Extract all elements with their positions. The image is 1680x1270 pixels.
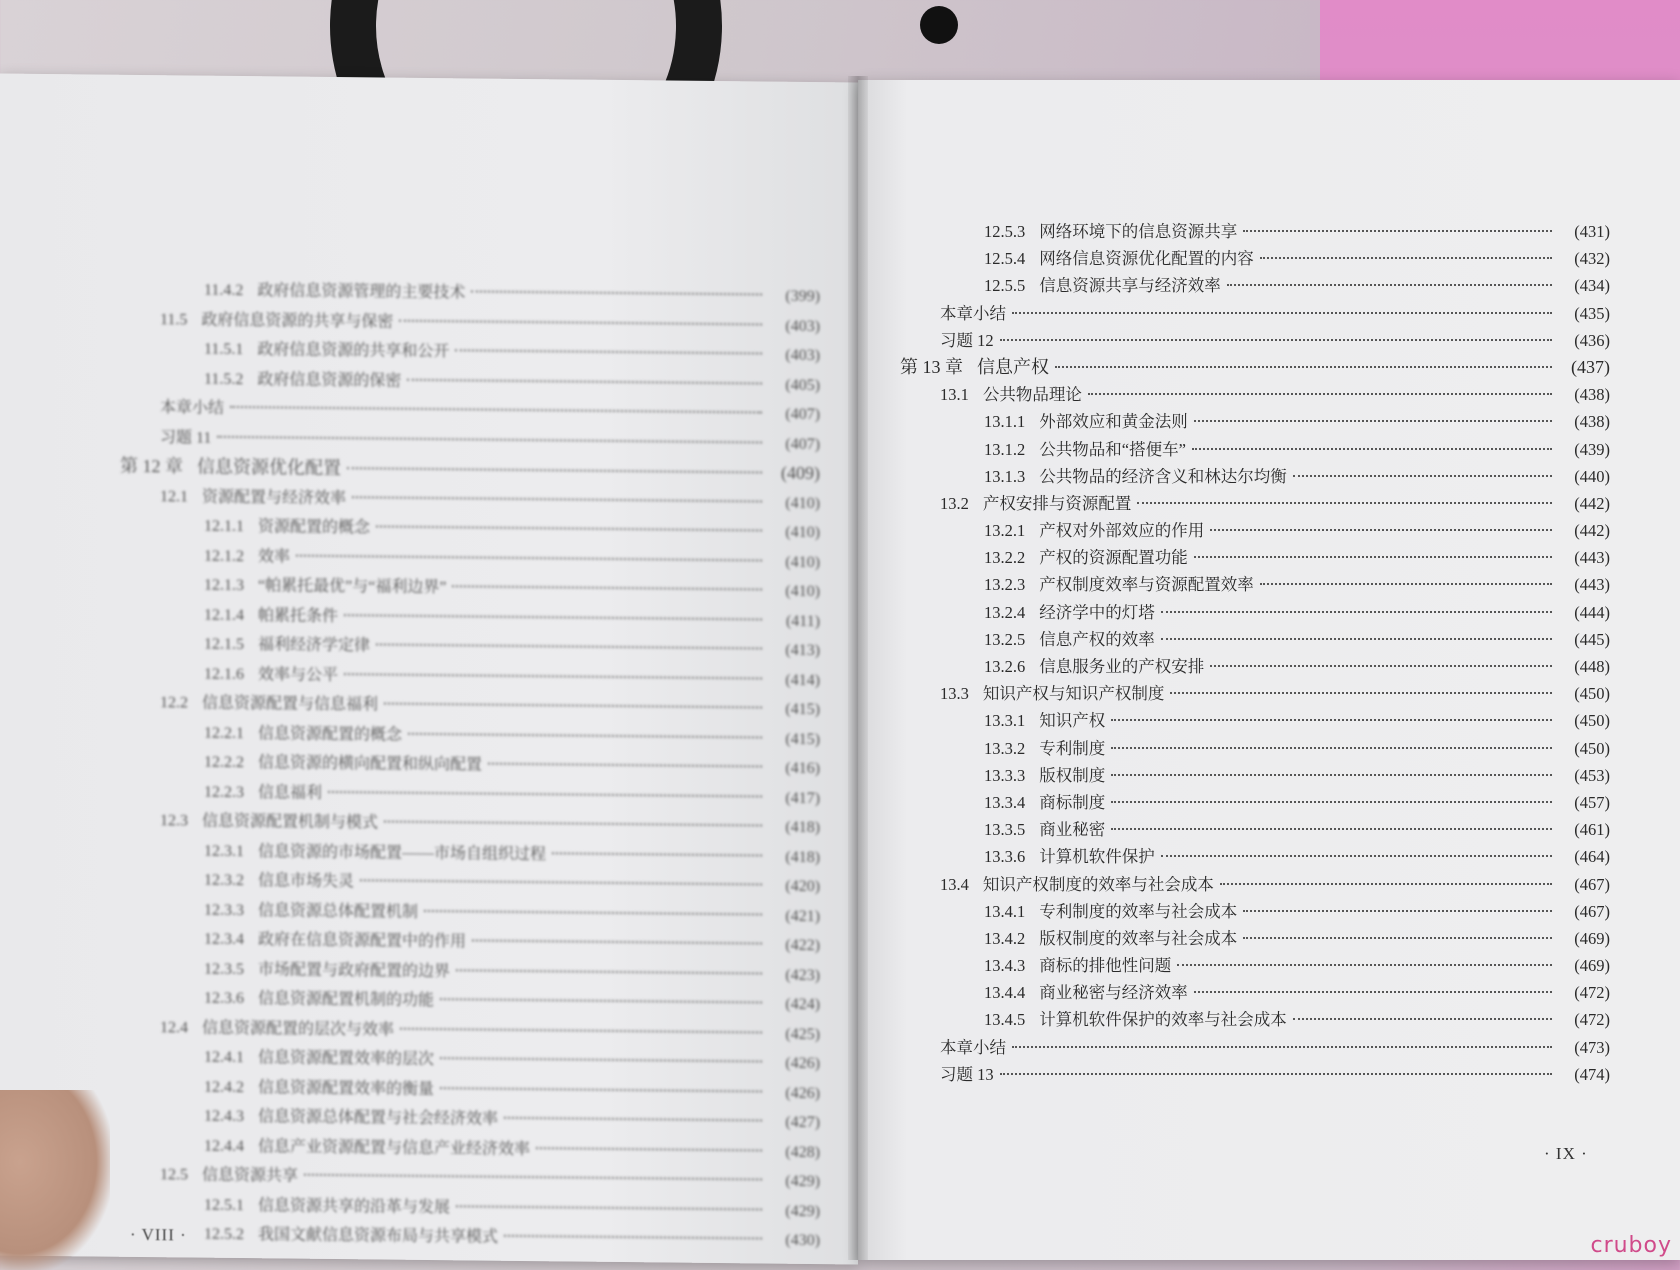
toc-title: 信息资源配置机制与模式	[202, 812, 379, 832]
toc-page-number: (437)	[1571, 356, 1610, 377]
toc-title: 信息资源共享	[202, 1166, 299, 1185]
toc-page-number: (443)	[1574, 548, 1610, 568]
toc-number: 13.2.1	[984, 521, 1026, 541]
toc-entry	[900, 571, 1610, 598]
toc-title: 习题 13	[940, 1064, 994, 1084]
toc-number: 12.5.1	[204, 1196, 244, 1214]
toc-title: 信息资源配置的层次与效率	[202, 1019, 395, 1039]
toc-number: 12.5.5	[984, 276, 1026, 296]
toc-entry	[900, 871, 1610, 898]
toc-page-number: (415)	[785, 730, 820, 748]
toc-title: 政府信息资源的保密	[257, 370, 402, 390]
toc-page-number: (403)	[785, 317, 820, 335]
toc-number: 12.3.4	[204, 930, 244, 949]
toc-title: 资源配置的概念	[258, 518, 371, 537]
dot-leader	[488, 763, 762, 768]
toc-title: 信息资源的横向配置和纵向配置	[258, 754, 483, 774]
toc-number: 13.2.4	[984, 602, 1026, 622]
toc-title: 信息资源配置与信息福利	[202, 694, 379, 714]
toc-title: 商标制度	[1039, 792, 1106, 812]
toc-title: 公共物品和“搭便车”	[1039, 439, 1186, 459]
toc-number: 12.1.6	[204, 665, 244, 683]
dot-leader	[1111, 828, 1552, 830]
toc-title: 计算机软件保护的效率与社会成本	[1039, 1010, 1287, 1030]
toc-number: 第 12 章	[120, 455, 183, 477]
dot-leader	[536, 1147, 762, 1151]
toc-page-number: (420)	[785, 877, 820, 896]
toc-title: 习题 11	[160, 428, 212, 447]
toc-title: 信息资源共享与经济效率	[1039, 276, 1221, 296]
dot-leader	[1210, 529, 1552, 531]
toc-page-number: (448)	[1574, 657, 1610, 676]
toc-title: 习题 12	[940, 330, 994, 350]
dot-leader	[455, 349, 762, 354]
dot-leader	[328, 790, 762, 797]
toc-page-number: (431)	[1574, 222, 1610, 241]
toc-page-number: (450)	[1574, 711, 1610, 731]
toc-page-number: (435)	[1574, 303, 1610, 323]
toc-number: 13.3	[940, 684, 969, 704]
toc-title: 产权制度效率与资源配置效率	[1039, 575, 1254, 595]
toc-entry	[900, 436, 1610, 463]
dot-leader	[296, 554, 762, 561]
toc-number: 12.2.1	[204, 724, 244, 742]
toc-summary	[900, 300, 1610, 327]
dot-leader	[456, 1205, 762, 1210]
dot-leader	[376, 525, 762, 531]
toc-number: 13.4.3	[984, 956, 1026, 976]
toc-number: 12.2.2	[204, 753, 244, 772]
toc-page-number: (438)	[1574, 385, 1610, 405]
toc-page-number: (474)	[1574, 1064, 1610, 1084]
toc-number: 12.3.6	[204, 989, 244, 1008]
toc-title: 政府信息资源的共享和公开	[257, 341, 450, 361]
dot-leader	[347, 467, 762, 473]
toc-title: 信息资源配置的概念	[258, 724, 403, 744]
toc-page-number: (416)	[785, 759, 820, 778]
dot-leader	[1111, 774, 1552, 776]
toc-number: 13.4.2	[984, 928, 1026, 948]
toc-title: 专利制度	[1039, 738, 1106, 758]
dot-leader	[424, 909, 762, 915]
toc-page-number: (429)	[785, 1202, 820, 1220]
right-toc	[900, 218, 1610, 1088]
toc-entry	[900, 381, 1610, 408]
toc-page-number: (472)	[1574, 1010, 1610, 1030]
toc-summary	[900, 1061, 1610, 1088]
dot-leader	[1227, 284, 1552, 286]
toc-title: 版权制度	[1039, 765, 1106, 785]
toc-entry	[900, 218, 1610, 245]
toc-entry	[900, 952, 1610, 979]
toc-title: 信息资源总体配置机制	[258, 901, 419, 921]
toc-page-number: (469)	[1574, 928, 1610, 948]
toc-page-number: (410)	[785, 553, 820, 571]
toc-page-number: (407)	[785, 405, 820, 424]
watermark: cruboy	[1590, 1233, 1672, 1258]
toc-number: 13.2.2	[984, 548, 1026, 568]
toc-entry	[900, 408, 1610, 435]
toc-entry	[900, 680, 1610, 707]
toc-entry	[900, 272, 1610, 299]
toc-number: 12.3.3	[204, 901, 244, 919]
toc-number: 12.5.2	[204, 1225, 244, 1244]
toc-number: 11.5.2	[204, 370, 244, 388]
toc-title: 本章小结	[160, 399, 225, 417]
toc-number: 12.4	[160, 1018, 188, 1036]
dot-leader	[400, 1027, 762, 1033]
toc-title: 知识产权与知识产权制度	[982, 684, 1165, 704]
toc-entry	[900, 517, 1610, 544]
toc-page-number: (403)	[785, 346, 820, 365]
dot-leader	[1111, 801, 1552, 803]
dot-leader	[1012, 1046, 1552, 1048]
toc-title: 效率	[258, 547, 291, 566]
toc-page-number: (443)	[1574, 575, 1610, 595]
toc-page-number: (418)	[785, 848, 820, 866]
toc-title: 公共物品的经济含义和林达尔均衡	[1039, 466, 1287, 486]
dot-leader	[1177, 964, 1552, 966]
dot-leader	[360, 879, 762, 885]
toc-number: 12.3.5	[204, 960, 244, 978]
toc-number: 13.3.5	[984, 820, 1026, 840]
toc-page-number: (410)	[785, 494, 820, 512]
dot-leader	[552, 852, 762, 856]
toc-number: 13.1.2	[984, 439, 1026, 459]
toc-number: 13.1.3	[984, 466, 1026, 486]
dot-leader	[344, 673, 762, 679]
toc-page-number: (428)	[785, 1143, 820, 1161]
toc-entry	[120, 1219, 820, 1256]
toc-page-number: (436)	[1574, 330, 1610, 350]
toc-page-number: (467)	[1574, 874, 1610, 894]
toc-title: 资源配置与经济效率	[202, 488, 347, 507]
toc-page-number: (453)	[1574, 765, 1610, 785]
toc-page-number: (410)	[785, 523, 820, 542]
toc-summary	[900, 327, 1610, 354]
toc-entry	[900, 979, 1610, 1006]
toc-number: 12.4.3	[204, 1107, 244, 1126]
toc-title: 网络环境下的信息资源共享	[1039, 222, 1238, 241]
toc-title: 我国文献信息资源布局与共享模式	[258, 1226, 499, 1246]
toc-page-number: (434)	[1574, 276, 1610, 296]
dot-leader	[471, 290, 762, 295]
toc-page-number: (450)	[1574, 684, 1610, 704]
toc-page-number: (418)	[785, 818, 820, 837]
toc-title: 商业秘密	[1039, 820, 1106, 840]
dot-leader	[1170, 692, 1552, 694]
toc-title: 信息资源总体配置与社会经济效率	[258, 1108, 499, 1128]
dot-leader	[1137, 502, 1552, 504]
toc-page-number: (426)	[785, 1084, 820, 1102]
toc-number: 13.4.1	[984, 901, 1026, 921]
toc-number: 13.3.2	[984, 738, 1026, 758]
toc-page-number: (472)	[1574, 983, 1610, 1003]
toc-entry	[900, 789, 1610, 816]
toc-number: 12.1.2	[204, 547, 244, 565]
dot-leader	[1161, 855, 1552, 857]
toc-title: 产权的资源配置功能	[1039, 548, 1188, 568]
toc-title: 帕累托条件	[258, 606, 339, 625]
toc-page-number: (450)	[1574, 738, 1610, 758]
toc-title: 效率与公平	[258, 665, 339, 684]
dot-leader	[1194, 556, 1552, 558]
toc-page-number: (414)	[785, 671, 820, 689]
toc-page-number: (464)	[1574, 847, 1610, 867]
toc-page-number: (423)	[785, 966, 820, 984]
toc-title: 信息市场失灵	[258, 872, 355, 891]
dot-leader	[344, 614, 762, 620]
toc-number: 13.4.5	[984, 1010, 1026, 1030]
toc-page-number: (424)	[785, 995, 820, 1014]
dot-leader	[1260, 583, 1552, 585]
toc-title: 信息资源配置效率的层次	[258, 1049, 435, 1069]
toc-title: 外部效应和黄金法则	[1039, 412, 1188, 432]
toc-number: 13.3.4	[984, 792, 1026, 812]
toc-page-number: (432)	[1574, 249, 1610, 269]
dot-leader	[1243, 937, 1552, 939]
toc-page-number: (399)	[785, 287, 820, 306]
toc-number: 13.4.4	[984, 983, 1026, 1003]
toc-number: 11.4.2	[204, 281, 244, 300]
toc-title: 公共物品理论	[982, 385, 1082, 405]
toc-page-number: (438)	[1574, 412, 1610, 432]
toc-entry	[900, 925, 1610, 952]
dot-leader	[1210, 665, 1552, 667]
toc-page-number: (405)	[785, 376, 820, 394]
toc-number: 12.5	[160, 1166, 188, 1184]
toc-page-number: (439)	[1574, 439, 1610, 459]
dot-leader	[1000, 1073, 1552, 1075]
toc-number: 12.2	[160, 694, 188, 712]
dot-leader	[304, 1174, 762, 1181]
toc-page-number: (422)	[785, 936, 820, 955]
toc-title: 信息产业资源配置与信息产业经济效率	[258, 1137, 531, 1158]
toc-number: 13.3.6	[984, 847, 1026, 867]
toc-number: 13.1	[940, 385, 969, 405]
toc-page-number: (457)	[1574, 792, 1610, 812]
toc-page-number: (407)	[785, 435, 820, 453]
toc-entry	[900, 653, 1610, 680]
toc-title: 信息福利	[258, 783, 323, 802]
toc-page-number: (413)	[785, 641, 820, 660]
dot-leader	[504, 1235, 762, 1240]
toc-number: 12.3.2	[204, 871, 244, 890]
toc-number: 12.1.1	[204, 517, 244, 536]
toc-number: 11.5.1	[204, 340, 244, 359]
toc-page-number: (440)	[1574, 466, 1610, 486]
toc-title: 专利制度的效率与社会成本	[1039, 901, 1238, 921]
toc-page-number: (473)	[1574, 1037, 1610, 1057]
toc-entry	[900, 843, 1610, 870]
left-toc	[120, 275, 820, 1256]
toc-page-number: (445)	[1574, 629, 1610, 649]
toc-entry	[900, 735, 1610, 762]
toc-number: 第 13 章	[900, 356, 963, 377]
background-dot	[920, 6, 958, 44]
left-page	[0, 74, 858, 1265]
toc-page-number: (444)	[1574, 602, 1610, 622]
dot-leader	[1243, 910, 1552, 912]
dot-leader	[352, 496, 762, 502]
toc-entry	[900, 898, 1610, 925]
toc-title: 福利经济学定律	[258, 636, 371, 655]
toc-title: 信息资源的市场配置——市场自组织过程	[258, 842, 547, 863]
dot-leader	[1161, 611, 1552, 613]
dot-leader	[472, 939, 762, 944]
toc-number: 12.1.3	[204, 576, 244, 595]
toc-page-number: (417)	[785, 789, 820, 807]
right-folio: · IX ·	[1544, 1144, 1588, 1163]
dot-leader	[1000, 339, 1552, 341]
toc-title: 经济学中的灯塔	[1039, 602, 1155, 622]
toc-title: 市场配置与政府配置的边界	[258, 960, 451, 980]
toc-entry	[900, 544, 1610, 571]
dot-leader	[1012, 312, 1552, 314]
toc-entry	[900, 1006, 1610, 1033]
dot-leader	[384, 703, 762, 709]
toc-number: 13.2.6	[984, 657, 1026, 676]
toc-page-number: (426)	[785, 1054, 820, 1073]
toc-page-number: (425)	[785, 1025, 820, 1043]
finger	[0, 1090, 110, 1270]
toc-title: 本章小结	[940, 303, 1006, 323]
dot-leader	[384, 821, 762, 827]
left-folio: · VIII ·	[130, 1224, 187, 1245]
toc-number: 12.1.4	[204, 606, 244, 624]
toc-title: 知识产权	[1039, 711, 1106, 731]
right-page	[858, 80, 1680, 1260]
toc-number: 12.1.5	[204, 635, 244, 654]
dot-leader	[440, 998, 762, 1003]
toc-number: 13.2.3	[984, 575, 1026, 595]
dot-leader	[1260, 257, 1552, 259]
toc-title: 知识产权制度的效率与社会成本	[982, 874, 1214, 894]
toc-page-number: (442)	[1574, 521, 1610, 541]
toc-number: 12.4.1	[204, 1048, 244, 1067]
dot-leader	[440, 1087, 762, 1092]
toc-title: 计算机软件保护	[1039, 847, 1155, 867]
toc-page-number: (461)	[1574, 820, 1610, 840]
toc-entry	[900, 490, 1610, 517]
dot-leader	[1088, 393, 1552, 395]
toc-number: 12.1	[160, 487, 188, 505]
toc-page-number: (469)	[1574, 956, 1610, 976]
dot-leader	[1194, 420, 1552, 422]
dot-leader	[504, 1117, 762, 1122]
dot-leader	[1192, 448, 1552, 450]
toc-number: 13.4	[940, 874, 969, 894]
toc-number: 12.2.3	[204, 783, 244, 801]
toc-number: 11.5	[160, 310, 188, 328]
dot-leader	[1293, 475, 1552, 477]
toc-title: 政府信息资源的共享与保密	[201, 311, 394, 331]
toc-number: 12.5.3	[984, 222, 1026, 241]
toc-number: 13.1.1	[984, 412, 1026, 432]
toc-number: 13.3.3	[984, 765, 1026, 785]
dot-leader	[1194, 991, 1552, 993]
toc-title: 信息资源优化配置	[197, 456, 341, 479]
toc-entry	[900, 762, 1610, 789]
dot-leader	[1161, 638, 1552, 640]
toc-entry	[900, 707, 1610, 734]
toc-page-number: (430)	[785, 1231, 820, 1250]
dot-leader	[1055, 366, 1552, 368]
toc-number: 12.4.4	[204, 1137, 244, 1155]
dot-leader	[399, 319, 762, 325]
toc-number: 13.2.5	[984, 629, 1026, 649]
toc-title: “帕累托最优”与“福利边界”	[258, 577, 447, 597]
toc-entry	[900, 599, 1610, 626]
dot-leader	[1293, 1018, 1552, 1020]
dot-leader	[217, 435, 762, 443]
toc-title: 商业秘密与经济效率	[1039, 983, 1188, 1003]
toc-page-number: (410)	[785, 582, 820, 601]
book-gutter	[848, 76, 868, 1260]
toc-page-number: (421)	[785, 907, 820, 925]
toc-entry	[900, 816, 1610, 843]
toc-page-number: (411)	[785, 612, 820, 630]
dot-leader	[376, 643, 762, 649]
toc-number: 13.3.1	[984, 711, 1026, 731]
toc-summary	[900, 1034, 1610, 1061]
toc-title: 商标的排他性问题	[1039, 956, 1172, 976]
toc-page-number: (442)	[1574, 493, 1610, 513]
toc-page-number: (467)	[1574, 901, 1610, 921]
toc-title: 信息资源配置效率的衡量	[258, 1078, 435, 1098]
toc-title: 产权对外部效应的作用	[1039, 521, 1205, 541]
dot-leader	[1243, 230, 1552, 232]
toc-title: 信息产权	[977, 356, 1049, 377]
toc-title: 产权安排与资源配置	[982, 493, 1132, 513]
toc-title: 政府在信息资源配置中的作用	[258, 931, 467, 951]
toc-entry	[900, 245, 1610, 272]
toc-title: 本章小结	[940, 1037, 1006, 1057]
dot-leader	[230, 406, 762, 414]
dot-leader	[407, 378, 762, 384]
toc-number: 12.3	[160, 812, 188, 830]
toc-page-number: (429)	[785, 1172, 820, 1191]
dot-leader	[456, 969, 762, 974]
toc-entry	[900, 626, 1610, 653]
dot-leader	[1111, 719, 1552, 721]
toc-title: 信息服务业的产权安排	[1039, 657, 1205, 676]
dot-leader	[1111, 747, 1552, 749]
toc-title: 政府信息资源管理的主要技术	[257, 282, 466, 302]
toc-number: 12.5.4	[984, 249, 1026, 269]
toc-title: 版权制度的效率与社会成本	[1039, 928, 1238, 948]
toc-number: 13.2	[940, 493, 969, 513]
toc-page-number: (409)	[781, 462, 820, 484]
toc-title: 信息资源共享的沿革与发展	[258, 1196, 451, 1216]
toc-entry	[900, 463, 1610, 490]
toc-title: 信息产权的效率	[1039, 629, 1155, 649]
toc-page-number: (415)	[785, 700, 820, 719]
toc-title: 信息资源配置机制的功能	[258, 990, 435, 1010]
dot-leader	[440, 1057, 762, 1062]
toc-number: 12.3.1	[204, 842, 244, 860]
toc-chapter	[900, 354, 1610, 381]
toc-title: 网络信息资源优化配置的内容	[1039, 249, 1254, 269]
dot-leader	[452, 585, 762, 590]
toc-page-number: (427)	[785, 1113, 820, 1132]
toc-number: 12.4.2	[204, 1078, 244, 1096]
dot-leader	[408, 732, 762, 738]
dot-leader	[1220, 883, 1552, 885]
